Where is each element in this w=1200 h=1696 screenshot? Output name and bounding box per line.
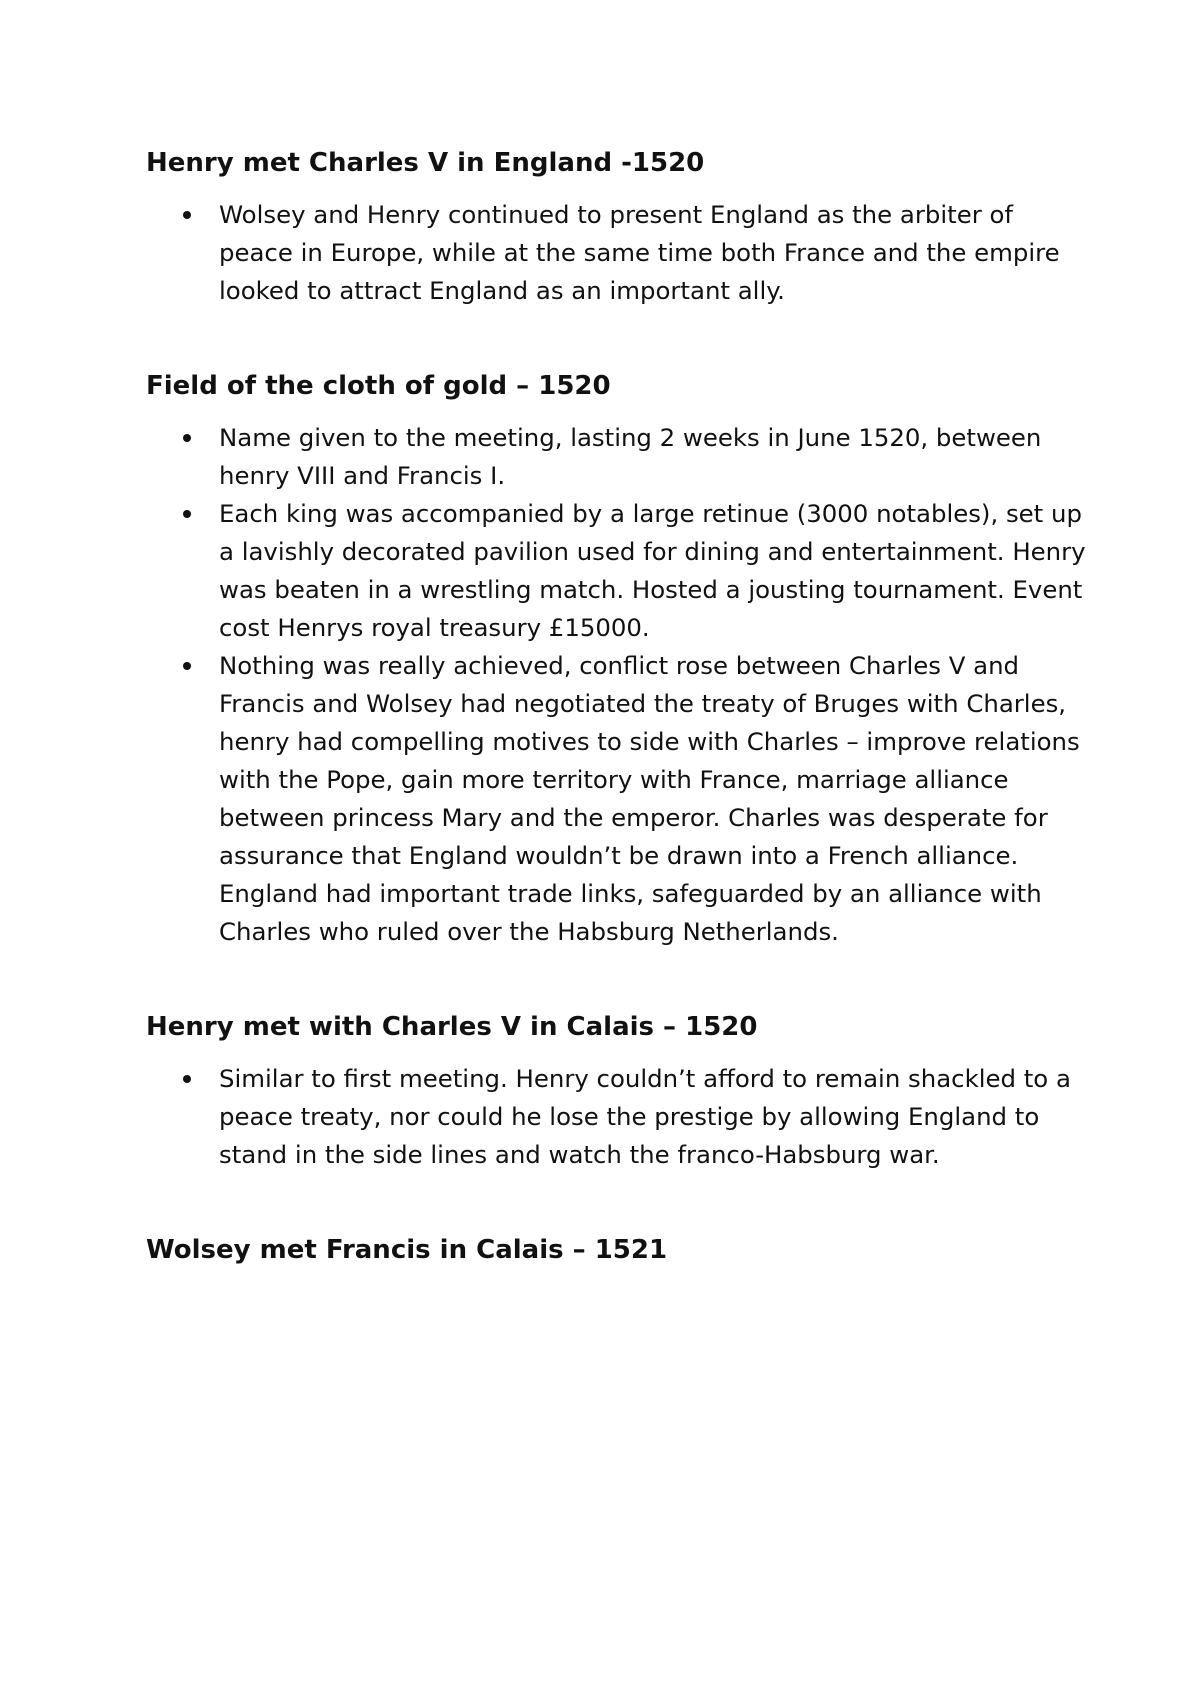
section-heading: Henry met with Charles V in Calais – 1520 [146, 1012, 758, 1042]
section-field-of-cloth-of-gold [146, 368, 1086, 951]
section-heading: Field of the cloth of gold – 1520 [146, 371, 611, 401]
bullet-icon [183, 510, 191, 518]
section-henry-charles-england [146, 145, 1086, 310]
bullet-icon [183, 662, 191, 670]
bullet-text: Name given to the meeting, lasting 2 weeks in June 1520, between henry VIII and Francis I. [219, 423, 1042, 490]
section-heading: Henry met Charles V in England -1520 [146, 148, 705, 178]
bullet-item [146, 495, 1086, 647]
bullet-item [146, 196, 1086, 310]
bullet-icon [183, 211, 191, 219]
bullet-list [146, 1060, 1086, 1174]
bullet-text: Similar to first meeting. Henry couldn’t afford to remain shackled to a peace treaty, nor could he lose the prestige by allowing England to stand in the side lines and watch the franco-Habsburg war. [219, 1064, 1071, 1169]
bullet-list [146, 419, 1086, 951]
bullet-icon [183, 434, 191, 442]
bullet-icon [183, 1075, 191, 1083]
bullet-text: Wolsey and Henry continued to present England as the arbiter of peace in Europe, while at the same time both France and the empire looked to attract England as an important ally. [219, 200, 1060, 305]
bullet-list [146, 196, 1086, 310]
bullet-text: Nothing was really achieved, conflict rose between Charles V and Francis and Wolsey had negotiated the treaty of Bruges with Charles, henry had compelling motives to side with Charles – improve relations with the Pope, gain more territory with France, marriage alliance between princess Mary and the emperor. Charles was desperate for assurance that England wouldn’t be drawn into a French alliance. England had important trade links, safeguarded by an alliance with Charles who ruled over the Habsburg Netherlands. [219, 651, 1080, 946]
document-page [146, 145, 1086, 1283]
bullet-text: Each king was accompanied by a large retinue (3000 notables), set up a lavishly decorated pavilion used for dining and entertainment. Henry was beaten in a wrestling match. Hosted a jousting tournament. Event cost Henrys royal treasury £15000. [219, 499, 1086, 642]
section-heading: Wolsey met Francis in Calais – 1521 [146, 1235, 668, 1265]
section-henry-charles-calais [146, 1009, 1086, 1174]
bullet-item [146, 419, 1086, 495]
section-wolsey-francis-calais [146, 1232, 1086, 1268]
bullet-item [146, 1060, 1086, 1174]
bullet-item [146, 647, 1086, 951]
